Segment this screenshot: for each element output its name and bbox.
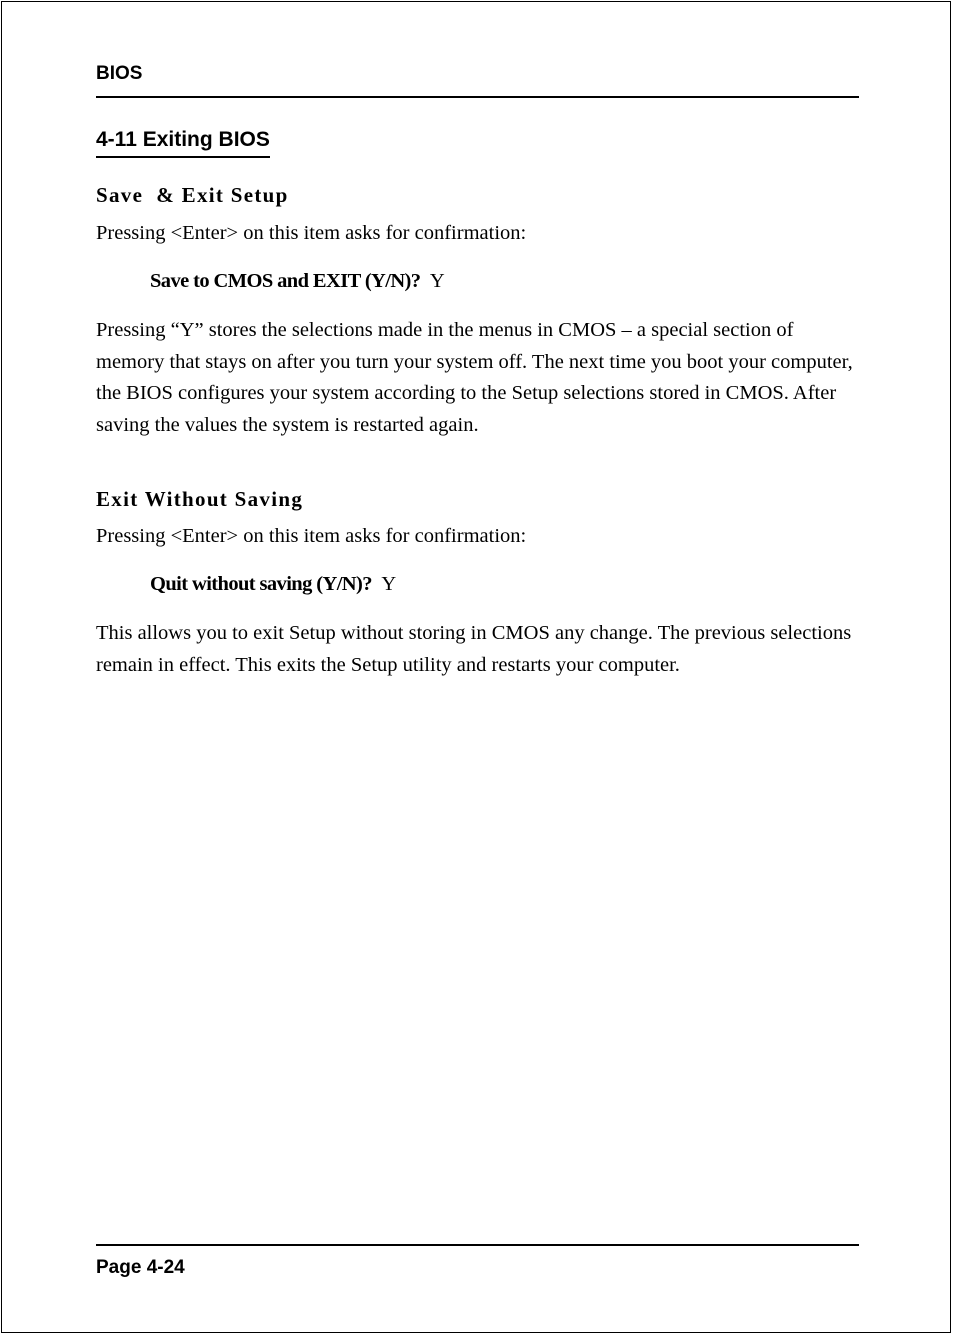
exit-without-saving-prompt: [150, 571, 396, 597]
exit-without-saving-heading: Exit Without Saving: [96, 487, 304, 511]
save-exit-prompt-label: Save to CMOS and EXIT (Y/N)?: [150, 270, 421, 292]
section-title: 4-11 Exiting BIOS: [96, 126, 270, 158]
save-exit-intro: Pressing <Enter> on this item asks for confirmation:: [96, 222, 527, 244]
exit-without-saving-intro: Pressing <Enter> on this item asks for confirmation:: [96, 525, 527, 547]
save-exit-heading: Save & Exit Setup: [96, 183, 289, 207]
save-exit-prompt: [150, 268, 445, 294]
header-rule: [96, 96, 859, 98]
footer-rule: [96, 1244, 859, 1246]
page-number: Page 4-24: [96, 1257, 185, 1278]
save-exit-prompt-value: Y: [429, 270, 445, 292]
exit-without-saving-body: This allows you to exit Setup without storing in CMOS any change. The previous selections remain in effect. This exits the Setup utility and restarts your computer.: [96, 622, 852, 676]
running-header: BIOS: [96, 63, 143, 84]
save-exit-body: Pressing “Y” stores the selections made in the menus in CMOS – a special section of memory that stays on after you turn your system off. The next time you boot your computer, the BIOS configures your system according to the Setup selections stored in CMOS. After saving the values the system is restarted again.: [96, 319, 853, 436]
exit-without-saving-prompt-label: Quit without saving (Y/N)?: [150, 573, 372, 595]
exit-without-saving-prompt-value: Y: [381, 573, 397, 595]
